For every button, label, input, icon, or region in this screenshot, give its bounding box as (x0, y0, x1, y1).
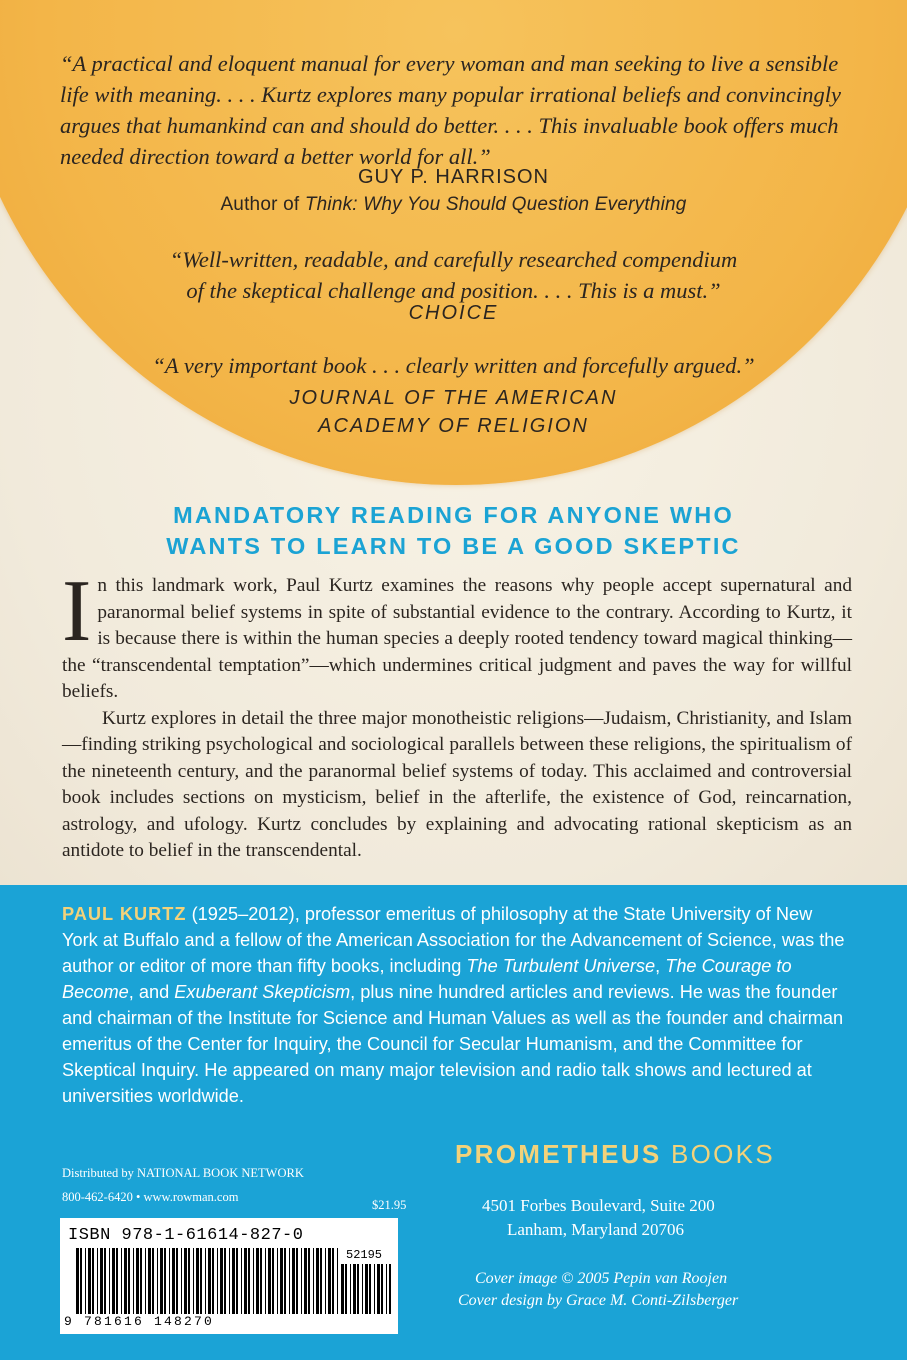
description-paragraph: Kurtz explores in detail the three major monotheistic religions—Judaism, Christianity, and Islam—finding striking psychological and sociological parallels between these religions, the spiritualism of the nineteenth century, and the paranormal belief systems of today. This acclaimed and controversial book includes sections on mysticism, belief in the afterlife, the existence of God, reincarnation, astrology, and ufology. Kurtz concludes by explaining and advocating rational skepticism as an antidote to belief in the transcendental. (62, 707, 852, 861)
barcode-bar (389, 1264, 391, 1314)
author-bio (62, 901, 852, 1109)
barcode-bar (176, 1248, 178, 1314)
barcode-box (60, 1218, 398, 1334)
barcode-bar (320, 1248, 322, 1314)
barcode-bar (172, 1248, 175, 1314)
barcode-bar (140, 1248, 142, 1314)
barcode-bar (100, 1248, 103, 1314)
barcode-bar (236, 1248, 238, 1314)
barcode-bar (200, 1248, 202, 1314)
barcode-bar (332, 1248, 334, 1314)
cover-credits (455, 1268, 875, 1312)
barcode-bar (160, 1248, 163, 1314)
author-credit-book-title: Think: Why You Should Question Everything (304, 194, 687, 215)
address-line: Lanham, Maryland 20706 (507, 1220, 685, 1239)
barcode-bar (124, 1248, 127, 1314)
barcode-bar (350, 1264, 351, 1314)
bio-author-name: PAUL KURTZ (62, 904, 187, 924)
barcode-bar (184, 1248, 187, 1314)
publisher-logo (455, 1139, 875, 1170)
barcode-bar (112, 1248, 115, 1314)
barcode-bar (116, 1248, 118, 1314)
barcode-bar (169, 1248, 170, 1314)
barcode-bar (196, 1248, 199, 1314)
barcode-bar (304, 1248, 307, 1314)
barcode-bar (164, 1248, 166, 1314)
barcode-bar (205, 1248, 206, 1314)
barcode-bar (148, 1248, 151, 1314)
barcode-bar (313, 1248, 314, 1314)
barcode-bar (217, 1248, 218, 1314)
credit-line: Cover image © 2005 Pepin van Roojen (475, 1270, 728, 1287)
barcode-digits: 9 781616 148270 (64, 1314, 215, 1329)
headline-line: MANDATORY READING FOR ANYONE WHO (173, 502, 734, 528)
barcode-bar (121, 1248, 122, 1314)
barcode-bar (289, 1248, 290, 1314)
headline (0, 500, 907, 562)
review-author-jaar (0, 384, 907, 440)
barcode-bar (280, 1248, 283, 1314)
barcode-bar (381, 1264, 383, 1314)
barcode-bar (224, 1248, 226, 1314)
review-author-credit (0, 194, 907, 216)
bio-text: , and (128, 982, 175, 1002)
review-quote-jaar: “A very important book . . . clearly written and forcefully argued.” (152, 353, 755, 378)
review-author-choice: CHOICE (408, 302, 499, 324)
address-line: 4501 Forbes Boulevard, Suite 200 (482, 1196, 715, 1215)
price-label: $21.95 (372, 1198, 407, 1212)
barcode-bar (212, 1248, 214, 1314)
paragraph-text: n this landmark work, Paul Kurtz examines the reasons why people accept supernatural and paranormal belief systems in spite of substantial evidence to the contrary. According to Kurtz, it is because there is within the human species a deeply rooted tendency toward magical thinking—the “transcendental temptation”—which undermines critical judgment and paves the way for willful beliefs. (62, 575, 852, 702)
barcode-bar (128, 1248, 130, 1314)
barcode-bar (277, 1248, 278, 1314)
barcode-bar (88, 1248, 91, 1314)
barcode-bar (377, 1264, 380, 1314)
barcode-bar (337, 1248, 338, 1314)
barcode-bar (362, 1264, 363, 1314)
headline-line: WANTS TO LEARN TO BE A GOOD SKEPTIC (166, 533, 741, 559)
bio-text: , plus nine hundred articles and reviews. He was the founder and chairman of the Institute for Science and Human Values as well as the founder and chairman emeritus of the Center for Inquiry, the Council for Secular Humanism, and the Committee for Skeptical Inquiry. He appeared on many major television and radio talk shows and lectured at universities worldwide. (62, 982, 844, 1106)
publisher-name-bold: PROMETHEUS (455, 1139, 662, 1169)
price-code-text: 52195 (346, 1248, 383, 1262)
barcode-bar (256, 1248, 259, 1314)
barcode-bar (253, 1248, 254, 1314)
barcode-bar (80, 1248, 82, 1314)
barcode-bar (92, 1248, 94, 1314)
barcode-bar (316, 1248, 319, 1314)
barcode-bar (181, 1248, 182, 1314)
barcode-bar (357, 1264, 359, 1314)
barcode-bar (220, 1248, 223, 1314)
distribution-info: Distributed by NATIONAL BOOK NETWORK (62, 1166, 304, 1180)
review-quote-choice (0, 244, 907, 306)
barcode-bar (248, 1248, 250, 1314)
barcode-bar (76, 1248, 79, 1314)
barcode-bar (152, 1248, 154, 1314)
barcode-bar (229, 1248, 230, 1314)
barcode-bar (328, 1248, 331, 1314)
barcode-bar (292, 1248, 295, 1314)
barcode-bar (374, 1264, 375, 1314)
distribution-contact: 800-462-6420 • www.rowman.com (62, 1190, 239, 1204)
author-line: JOURNAL OF THE AMERICAN (289, 387, 618, 409)
barcode-bar (208, 1248, 211, 1314)
bio-book-title: The Courage to Become (62, 956, 792, 1002)
barcode-bar (268, 1248, 271, 1314)
barcode-bar (272, 1248, 274, 1314)
publisher-address (455, 1194, 875, 1242)
barcode-bar (260, 1248, 262, 1314)
barcode-bar (136, 1248, 139, 1314)
barcode-bar (193, 1248, 194, 1314)
barcode-bar (232, 1248, 235, 1314)
barcode-bar (341, 1264, 344, 1314)
barcode-bar (365, 1264, 368, 1314)
barcode-bars (76, 1248, 338, 1314)
description-paragraph (62, 563, 852, 706)
bio-book-title: The Turbulent Universe (466, 956, 656, 976)
barcode-bar (386, 1264, 387, 1314)
barcode-bar (133, 1248, 134, 1314)
publisher-name-light: BOOKS (661, 1139, 775, 1169)
review-quote-harrison: “A practical and eloquent manual for every woman and man seeking to live a sensible life with meaning. . . . Kurtz explores many popular irrational beliefs and convincingly argues that humankind can and should do better. . . . This invaluable book offers much needed direction toward a better world for all.” (60, 51, 841, 169)
barcode-bar (188, 1248, 190, 1314)
book-description (62, 563, 852, 865)
author-credit-prefix: Author of (220, 194, 305, 215)
bio-book-title: Exuberant Skepticism (174, 982, 351, 1002)
quote-line: of the skeptical challenge and position. . . . This is a must.” (186, 278, 721, 303)
author-line: ACADEMY OF RELIGION (318, 415, 589, 437)
bio-text: (1925–2012), professor emeritus of philosophy at the State University of New York at Buffalo and a fellow of the American Association for the Advancement of Science, was the author or editor of more than fifty books, including (62, 904, 845, 976)
barcode-bar (265, 1248, 266, 1314)
barcode-bar (241, 1248, 242, 1314)
review-author-harrison: GUY P. HARRISON (358, 166, 549, 188)
barcode-bar (109, 1248, 110, 1314)
barcode-bar (301, 1248, 302, 1314)
credit-line: Cover design by Grace M. Conti-Zilsberger (458, 1292, 739, 1309)
barcode-bar (85, 1248, 86, 1314)
barcode-bar (296, 1248, 298, 1314)
barcode-bar (345, 1264, 347, 1314)
bio-text: , (655, 956, 666, 976)
barcode-bar (284, 1248, 286, 1314)
barcode-bar (325, 1248, 326, 1314)
isbn-text: ISBN 978-1-61614-827-0 (68, 1226, 304, 1245)
barcode-bar (308, 1248, 310, 1314)
quote-line: “Well-written, readable, and carefully researched compendium (169, 247, 738, 272)
barcode-bar (145, 1248, 146, 1314)
barcode-bar (244, 1248, 247, 1314)
barcode-bar (353, 1264, 356, 1314)
drop-cap: I (62, 563, 92, 660)
price-barcode-bars (341, 1264, 391, 1314)
barcode-bar (157, 1248, 158, 1314)
barcode-bar (97, 1248, 98, 1314)
barcode-bar (104, 1248, 106, 1314)
barcode-bar (369, 1264, 371, 1314)
